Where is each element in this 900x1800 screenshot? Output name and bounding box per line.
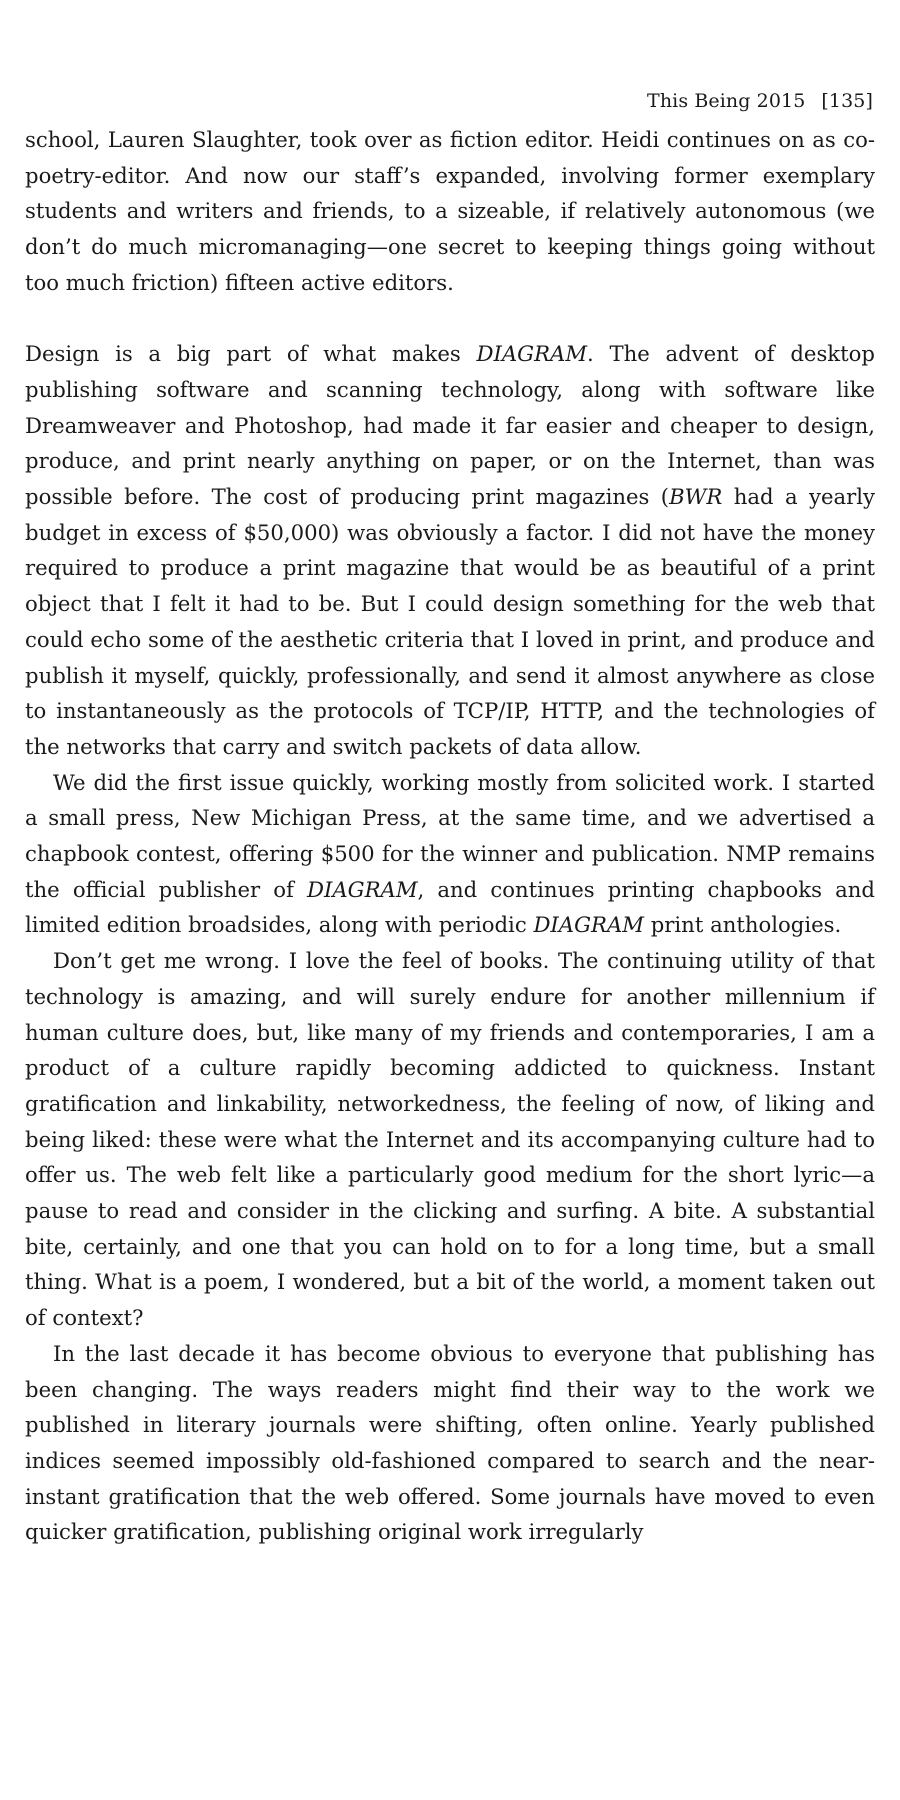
paragraph-design: Design is a big part of what makes DIAGRAM. The advent of desktop publishing software and scanning technology, along with software like Dreamweaver and Photoshop, had made it far easier and cheaper to design, produce, and print nearly anything on paper, or on the Internet, than was possible before. The cost of producing print magazines (BWR had a yearly budget in excess of $50,000) was obviously a factor. I did not have the money required to produce a print magazine that would be as beautiful of a print object that I felt it had to be. But I could design something for the web that could echo some of the aesthetic criteria that I loved in print, and produce and publish it myself, quickly, professionally, and send it almost anywhere as close to instantaneously as the protocols of TCP/IP, HTTP, and the technologies of the networks that carry and switch packets of data allow. [25, 341, 875, 759]
running-head [25, 88, 875, 114]
paragraph-publishing-changes: In the last decade it has become obvious to everyone that publishing has been changing. The ways readers might find their way to the work we published in literary journals were shifting, often online. Yearly published indices seemed impossibly old-fashioned compared to search and the near-instant gratification that the web offered. Some journals have moved to even quicker gratification, publishing original work irregularly [25, 1340, 875, 1545]
book-page [25, 88, 875, 1550]
running-head-title: This Being 2015 [647, 90, 806, 112]
paragraph-first-issue: We did the first issue quickly, working mostly from solicited work. I started a small press, New Michigan Press, at the same time, and we advertised a chapbook contest, offering $500 for the winner and publication. NMP remains the official publisher of DIAGRAM, and continues printing chapbooks and limited edition broadsides, along with periodic DIAGRAM print anthologies. [25, 769, 875, 938]
italic-title: BWR [669, 484, 723, 510]
italic-title: DIAGRAM [533, 912, 644, 938]
page-number: [135] [821, 90, 873, 112]
paragraph-books: Don’t get me wrong. I love the feel of books. The continuing utility of that technology is amazing, and will surely endure for another millennium if human culture does, but, like many of my friends and contemporaries, I am a product of a culture rapidly becoming addicted to quickness. Instant gratification and linkability, networkedness, the feeling of now, of liking and being liked: these were what the Internet and its accompanying culture had to offer us. The web felt like a particularly good medium for the short lyric—a pause to read and consider in the clicking and surfing. A bite. A substantial bite, certainly, and one that you can hold on to for a long time, but a small thing. What is a poem, I wondered, but a bit of the world, a moment taken out of context? [25, 948, 875, 1331]
italic-title: DIAGRAM [307, 876, 418, 902]
paragraph-staff: school, Lauren Slaughter, took over as fiction editor. Heidi continues on as co-poetry-editor. And now our staff’s expanded, involving former exemplary students and writers and friends, to a sizeable, if relatively autonomous (we don’t do much micromanaging—one secret to keeping things going without too much friction) fifteen active editors. [25, 127, 875, 295]
italic-title: DIAGRAM [476, 341, 588, 367]
